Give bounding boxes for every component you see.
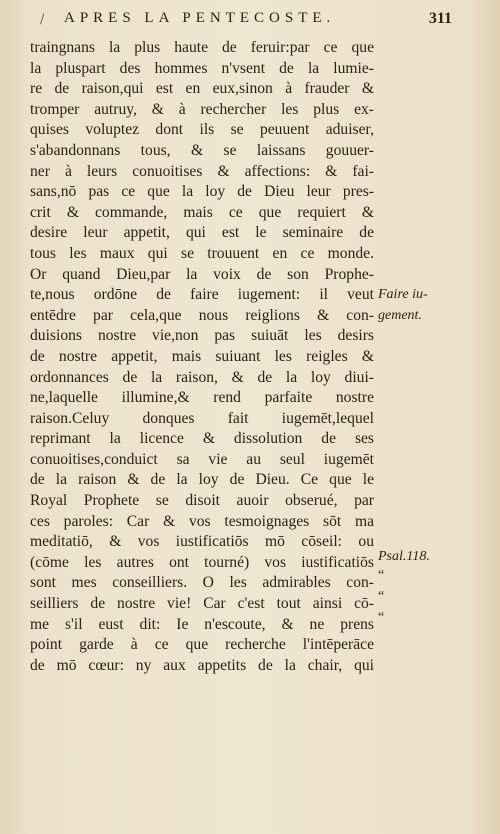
text-line: ces paroles: Car & vos tesmoignages sōt ma <box>30 512 374 530</box>
text-line: quises voluptez dont ils se peuuent aduiser, <box>30 121 374 139</box>
text-line: ne,laquelle illumine,& rend parfaite nostre <box>30 389 374 407</box>
text-line: entēdre par cela,que nous reiglions & con- <box>30 306 374 324</box>
text-line: duisions nostre vie,non pas suiuāt les desirs <box>30 327 374 345</box>
text-line: (cōme les autres ont tourné) vos iustificatiōs <box>30 553 374 571</box>
text-line: la pluspart des hommes n'vsent de la lumie- <box>30 59 374 77</box>
text-line: re de raison,qui est en eux,sinon à frauder & <box>30 80 374 98</box>
text-line: te,nous ordōne de faire iugement: il veut <box>30 286 374 304</box>
quotation-mark: “ <box>378 589 385 604</box>
text-line: s'abandonnans tous, & se laissans gouuer- <box>30 141 374 159</box>
text-line: point garde à ce que recherche l'intēperāce <box>30 636 374 654</box>
text-line: crit & commande, mais ce que requiert & <box>30 203 374 221</box>
text-line: desire leur appetit, qui est le seminaire de <box>30 224 374 242</box>
text-line: ner à leurs conuoitises & affections: & fai- <box>30 162 374 180</box>
text-line: me s'il eust dit: Ie n'escoute, & ne prens <box>30 615 374 633</box>
text-line: tromper autruy, & à rechercher les plus ex- <box>30 100 374 118</box>
text-line: sans,nō pas ce que la loy de Dieu leur pres- <box>30 183 374 201</box>
text-line: seilliers de nostre vie! Car c'est tout ainsi cō- <box>30 595 374 613</box>
text-line: ordonnances de la raison, & de la loy diui- <box>30 368 374 386</box>
quotation-mark: “ <box>378 610 385 625</box>
margin-note-line: Faire iu- <box>378 287 428 302</box>
margin-note-line: Psal.118. <box>378 549 430 564</box>
text-line: raison.Celuy donques fait iugemēt,lequel <box>30 409 374 427</box>
header-mark: / <box>40 12 45 27</box>
text-line: reprimant la licence & dissolution de ses <box>30 430 374 448</box>
text-line: Or quand Dieu,par la voix de son Prophe- <box>30 265 374 283</box>
margin-note-line: gement. <box>378 307 422 323</box>
quotation-mark: “ <box>378 568 385 583</box>
page-header <box>40 10 460 36</box>
body-text <box>30 38 374 676</box>
text-line: traingnans la plus haute de feruir:par ce que <box>30 39 374 56</box>
page-number: 311 <box>428 10 452 27</box>
margin-note-faire-iugement <box>378 285 488 326</box>
text-line: de mō cœur: ny aux appetits de la chair, qui <box>30 656 374 674</box>
text-line: sont mes conseilliers. O les admirables con- <box>30 574 374 592</box>
text-line: Royal Prophete se disoit auoir obserué, par <box>30 492 374 510</box>
text-line: conuoitises,conduict sa vie au seul iugemēt <box>30 450 374 468</box>
text-line: de nostre appetit, mais suiuant les reigles & <box>30 347 374 365</box>
text-line: meditatiō, & vos iustificatiōs mō cōseil: ou <box>30 533 374 551</box>
text-line: tous les maux qui se trouuent en ce monde. <box>30 244 374 262</box>
text-line: de la raison & de la loy de Dieu. Ce que le <box>30 471 374 489</box>
running-title: APRES LA PENTECOSTE. <box>64 10 336 26</box>
margin-note-psalm <box>378 547 488 568</box>
